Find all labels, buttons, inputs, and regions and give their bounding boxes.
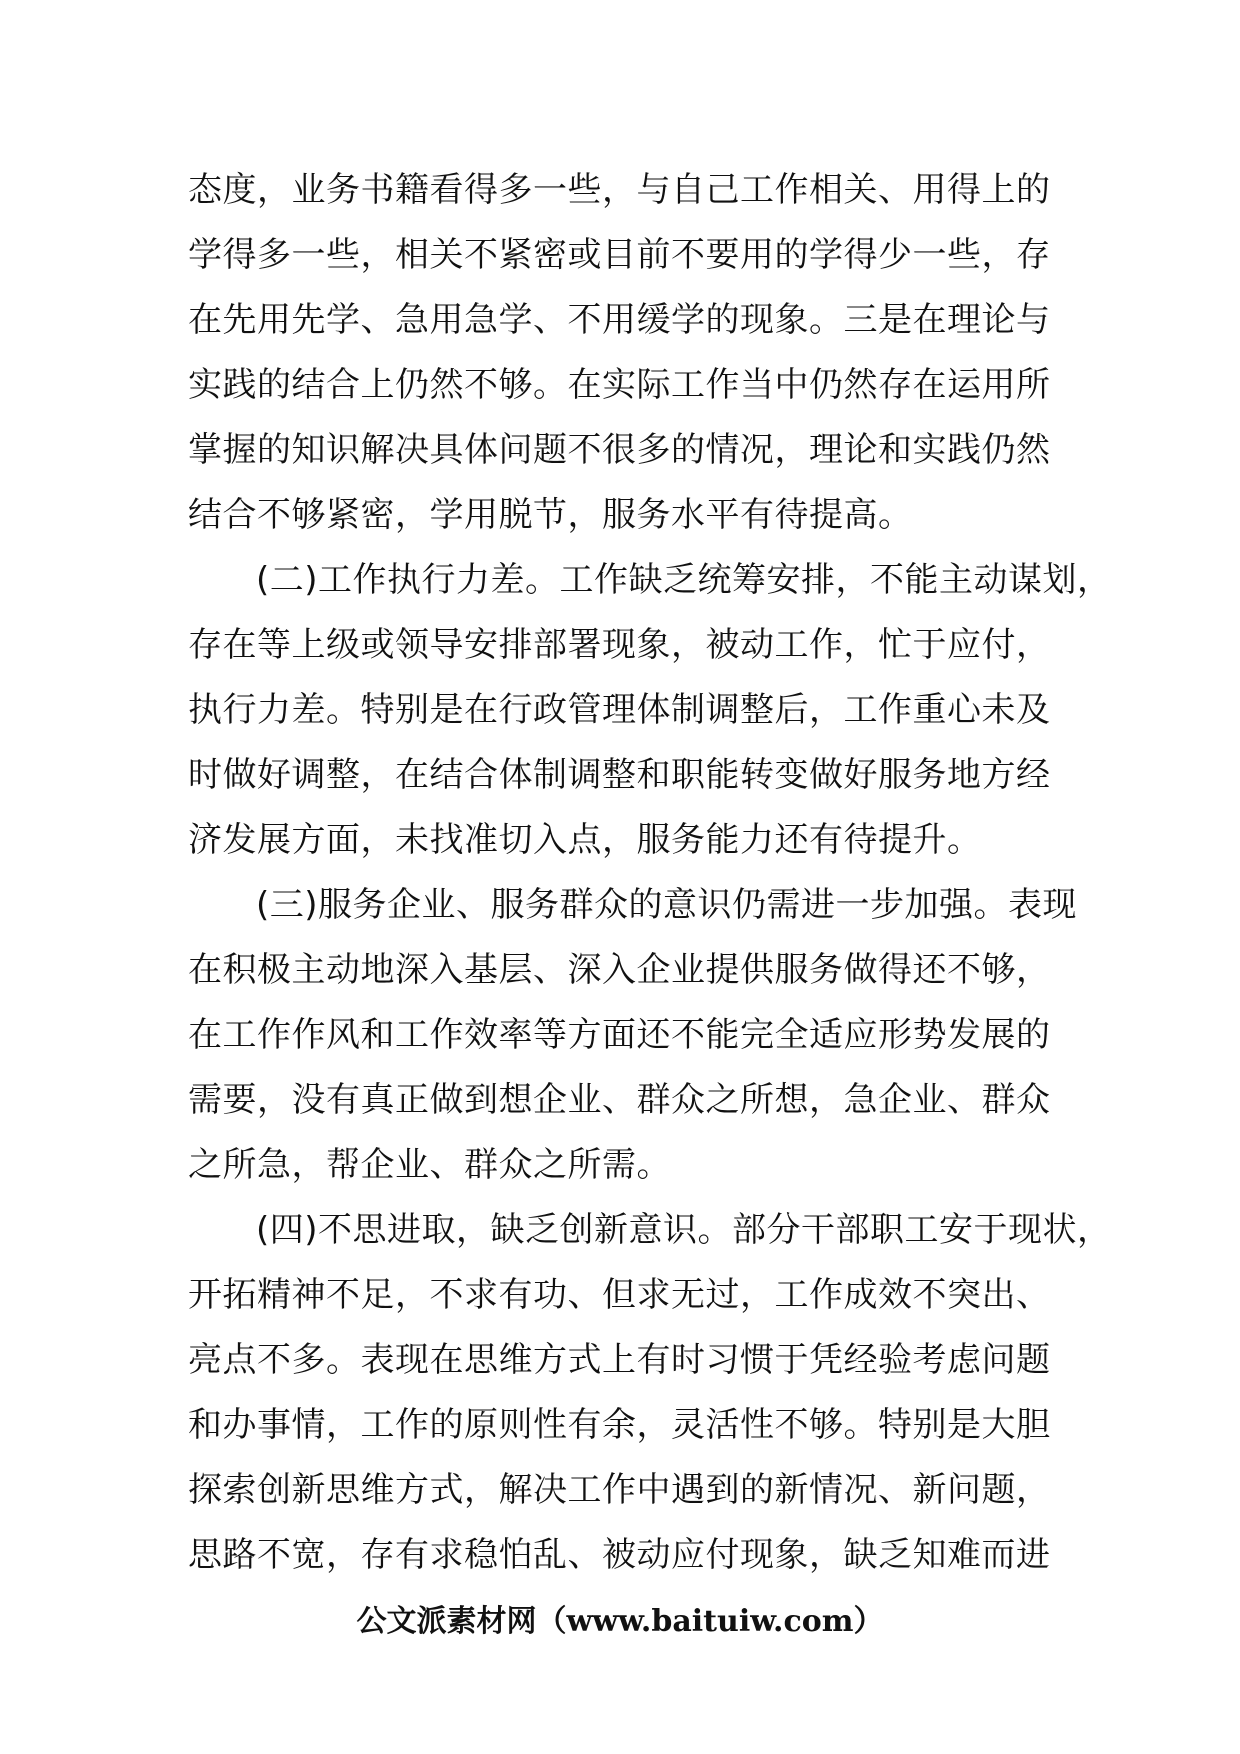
- text-line: 济发展方面，未找准切入点，服务能力还有待提升。: [188, 820, 982, 860]
- text-line: 需要，没有真正做到想企业、群众之所想，急企业、群众: [188, 1080, 1051, 1120]
- text-line: (四)不思进取，缺乏创新意识。部分干部职工安于现状，: [256, 1210, 1112, 1250]
- text-line: 态度，业务书籍看得多一些，与自己工作相关、用得上的: [188, 170, 1051, 210]
- text-line: 在积极主动地深入基层、深入企业提供服务做得还不够，: [188, 950, 1051, 990]
- text-line: 执行力差。特别是在行政管理体制调整后，工作重心未及: [188, 690, 1051, 730]
- text-line: 开拓精神不足，不求有功、但求无过，工作成效不突出、: [188, 1275, 1051, 1315]
- text-line: 之所急，帮企业、群众之所需。: [188, 1145, 671, 1185]
- text-line: 和办事情，工作的原则性有余，灵活性不够。特别是大胆: [188, 1405, 1051, 1445]
- text-line: 存在等上级或领导安排部署现象，被动工作，忙于应付，: [188, 625, 1051, 665]
- text-line: 在工作作风和工作效率等方面还不能完全适应形势发展的: [188, 1015, 1051, 1055]
- text-line: (三)服务企业、服务群众的意识仍需进一步加强。表现: [256, 885, 1078, 925]
- text-line: 亮点不多。表现在思维方式上有时习惯于凭经验考虑问题: [188, 1340, 1051, 1380]
- text-line: (二)工作执行力差。工作缺乏统筹安排，不能主动谋划，: [256, 560, 1112, 600]
- text-line: 思路不宽，存有求稳怕乱、被动应付现象，缺乏知难而进: [188, 1535, 1051, 1575]
- text-line: 时做好调整，在结合体制调整和职能转变做好服务地方经: [188, 755, 1051, 795]
- text-line: 在先用先学、急用急学、不用缓学的现象。三是在理论与: [188, 300, 1051, 340]
- text-line: 掌握的知识解决具体问题不很多的情况，理论和实践仍然: [188, 430, 1051, 470]
- text-line: 实践的结合上仍然不够。在实际工作当中仍然存在运用所: [188, 365, 1051, 405]
- document-body: [188, 158, 1112, 1588]
- text-line: 探索创新思维方式，解决工作中遇到的新情况、新问题，: [188, 1470, 1051, 1510]
- footer-watermark: 公文派素材网（www.baituiw.com）: [356, 1604, 884, 1639]
- text-line: 学得多一些，相关不紧密或目前不要用的学得少一些，存: [188, 235, 1051, 275]
- text-line: 结合不够紧密，学用脱节，服务水平有待提高。: [188, 495, 913, 535]
